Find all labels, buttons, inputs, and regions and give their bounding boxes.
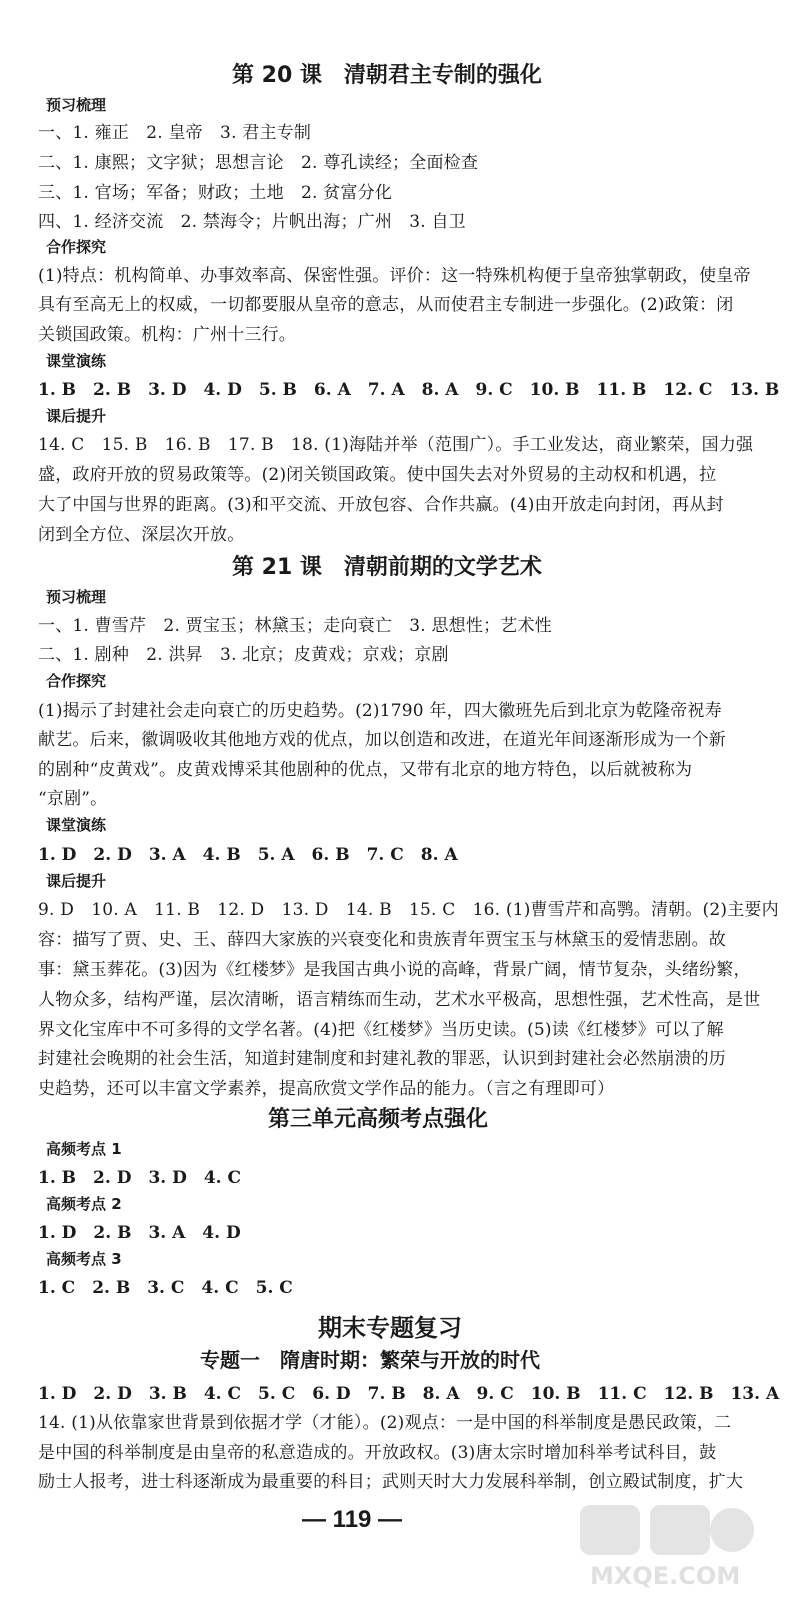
lesson21-coop-heading: 合作探究 — [46, 672, 107, 690]
unit3-point-answers: 1. C 2. B 3. C 4. C 5. C — [38, 1278, 293, 1298]
lesson21-after-line: 界文化宝库中不可多得的文学名著。(4)把《红楼梦》当历史读。(5)读《红楼梦》可以了解 — [38, 1020, 724, 1040]
lesson21-coop-line: “京剧”。 — [38, 789, 108, 809]
lesson21-after-heading: 课后提升 — [46, 872, 107, 890]
lesson20-after-line: 14. C 15. B 16. B 17. B 18. (1)海陆并举（范围广）。手工业发达，商业繁荣，国力强 — [38, 435, 754, 455]
lesson21-preview-heading: 预习梳理 — [46, 588, 107, 606]
lesson21-coop-line: 的剧种“皮黄戏”。皮黄戏博采其他剧种的优点，又带有北京的地方特色，以后就被称为 — [38, 760, 693, 780]
lesson21-title: 第 21 课 清朝前期的文学艺术 — [232, 555, 542, 580]
lesson20-after-heading: 课后提升 — [46, 407, 107, 425]
lesson20-after-line: 大了中国与世界的距离。(3)和平交流、开放包容、合作共赢。(4)由开放走向封闭，再从封 — [38, 495, 724, 515]
lesson21-class-answers: 1. D 2. D 3. A 4. B 5. A 6. B 7. C 8. A — [38, 845, 458, 865]
lesson20-class-heading: 课堂演练 — [46, 352, 107, 370]
unit3-point-heading: 高频考点 3 — [46, 1250, 122, 1268]
lesson21-preview-line: 一、1. 曹雪芹 2. 贾宝玉；林黛玉；走向衰亡 3. 思想性；艺术性 — [38, 616, 552, 636]
unit3-point-heading: 高频考点 2 — [46, 1195, 122, 1213]
lesson20-preview-line: 二、1. 康熙；文字狱；思想言论 2. 尊孔读经；全面检查 — [38, 153, 479, 173]
lesson20-coop-line: 具有至高无上的权威，一切都要服从皇帝的意志，从而使君主专制进一步强化。(2)政策：闭 — [38, 295, 734, 315]
page-number: — 119 — — [302, 1506, 403, 1533]
lesson20-preview-line: 一、1. 雍正 2. 皇帝 3. 君主专制 — [38, 123, 312, 143]
final-q14-line: 是中国的科举制度是由皇帝的私意造成的。开放政权。(3)唐太宗时增加科举考试科目，鼓 — [38, 1443, 717, 1463]
lesson21-after-line: 容：描写了贾、史、王、薛四大家族的兴衰变化和贵族青年贾宝玉与林黛玉的爱情悲剧。故 — [38, 930, 726, 950]
lesson20-preview-line: 三、1. 官场；军备；财政；土地 2. 贫富分化 — [38, 183, 393, 203]
lesson20-coop-heading: 合作探究 — [46, 238, 107, 256]
final-mc-answers: 1. D 2. D 3. B 4. C 5. C 6. D 7. B 8. A 9. C 10. B 11. C 12. B 13. A — [38, 1384, 780, 1404]
lesson21-after-line: 史趋势，还可以丰富文学素养，提高欣赏文学作品的能力。（言之有理即可） — [38, 1079, 615, 1099]
lesson20-after-line: 闭到全方位、深层次开放。 — [38, 525, 245, 545]
watermark-text: MXQE.COM — [590, 1562, 741, 1590]
lesson21-after-line: 9. D 10. A 11. B 12. D 13. D 14. B 15. C 16. (1)曹雪芹和高鹗。清朝。(2)主要内 — [38, 900, 779, 920]
unit3-point-heading: 高频考点 1 — [46, 1140, 122, 1158]
lesson20-title: 第 20 课 清朝君主专制的强化 — [232, 63, 542, 88]
lesson20-coop-line: (1)特点：机构简单、办事效率高、保密性强。评价：这一特殊机构便于皇帝独掌朝政，使皇帝 — [38, 266, 751, 286]
lesson21-coop-line: 献艺。后来，徽调吸收其他地方戏的优点，加以创造和改进，在道光年间逐渐形成为一个新 — [38, 730, 726, 750]
lesson20-coop-line: 关锁国政策。机构：广州十三行。 — [38, 325, 296, 345]
unit3-point-answers: 1. D 2. B 3. A 4. D — [38, 1223, 241, 1243]
lesson20-after-line: 盛，政府开放的贸易政策等。(2)闭关锁国政策。使中国失去对外贸易的主动权和机遇，拉 — [38, 465, 717, 485]
lesson20-preview-heading: 预习梳理 — [46, 96, 107, 114]
lesson20-preview-line: 四、1. 经济交流 2. 禁海令；片帆出海；广州 3. 自卫 — [38, 212, 466, 232]
lesson21-after-line: 人物众多，结构严谨，层次清晰，语言精练而生动，艺术水平极高，思想性强，艺术性高，是世 — [38, 990, 761, 1010]
final-q14-line: 14. (1)从依靠家世背景到依据才学（才能）。(2)观点：一是中国的科举制度是愚民政策，二 — [38, 1413, 732, 1433]
lesson21-coop-line: (1)揭示了封建社会走向衰亡的历史趋势。(2)1790 年，四大徽班先后到北京为乾隆帝祝寿 — [38, 701, 722, 721]
lesson21-after-line: 事：黛玉葬花。(3)因为《红楼梦》是我国古典小说的高峰，背景广阔，情节复杂，头绪纷繁， — [38, 960, 751, 980]
final-title: 期末专题复习 — [318, 1314, 462, 1342]
lesson20-class-answers: 1. B 2. B 3. D 4. D 5. B 6. A 7. A 8. A 9. C 10. B 11. B 12. C 13. B — [38, 380, 780, 400]
topic1-title: 专题一 隋唐时期：繁荣与开放的时代 — [200, 1348, 540, 1372]
unit3-point-answers: 1. B 2. D 3. D 4. C — [38, 1168, 242, 1188]
lesson21-preview-line: 二、1. 剧种 2. 洪昇 3. 北京；皮黄戏；京戏；京剧 — [38, 645, 449, 665]
final-q14-line: 励士人报考，进士科逐渐成为最重要的科目；武则天时大力发展科举制，创立殿试制度，扩大 — [38, 1472, 744, 1492]
lesson21-class-heading: 课堂演练 — [46, 816, 107, 834]
unit3-title: 第三单元高频考点强化 — [268, 1107, 489, 1132]
lesson21-after-line: 封建社会晚期的社会生活，知道封建制度和封建礼教的罪恶，认识到封建社会必然崩溃的历 — [38, 1049, 726, 1069]
